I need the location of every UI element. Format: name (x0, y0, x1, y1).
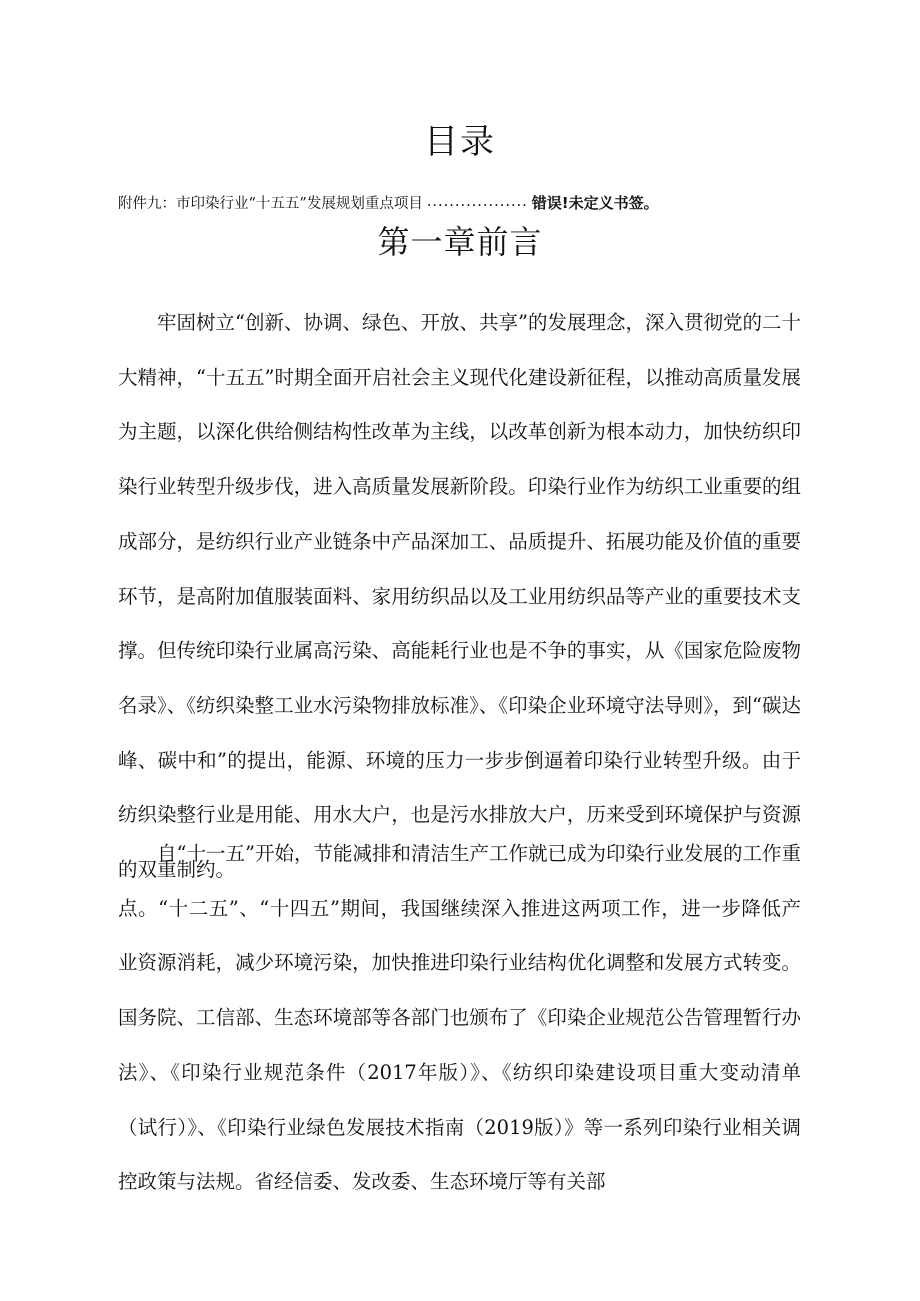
body-paragraph: 自“十一五”开始，节能减排和清洁生产工作就已成为印染行业发展的工作重点。“十二五”、“十四五”期间，我国继续深入推进这两项工作，进一步降低产业资源消耗，减少环境污染，加快推进印染行业结构优化调整和发展方式转变。国务院、工信部、生态环境部等各部门也颁布了《印染企业规范公告管理暂行办法》、《印染行业规范条件（2017年版）》、《纺织印染建设项目重大变动清单（试行）》、《印染行业绿色发展技术指南（2019版）》等一系列印染行业相关调控政策与法规。省经信委、发改委、生态环境厅等有关部 (118, 842, 801, 1194)
toc-entry-page-ref: 错误!未定义书签。 (531, 193, 659, 212)
chapter-title: 第一章前言 (377, 223, 543, 261)
body-paragraph: 牢固树立“创新、协调、绿色、开放、共享”的发展理念，深入贯彻党的二十大精神，“十五五”时期全面开启社会主义现代化建设新征程，以推动高质量发展为主题，以深化供给侧结构性改革为主线，以改革创新为根本动力，加快纺织印染行业转型升级步伐，进入高质量发展新阶段。印染行业作为纺织工业重要的组成部分，是纺织行业产业链条中产品深加工、品质提升、拓展功能及价值的重要环节，是高附加值服装面料、家用纺织品以及工业用纺织品等产业的重要技术支撑。但传统印染行业属高污染、高能耗行业也是不争的事实，从《国家危险废物名录》、《纺织染整工业水污染物排放标准》、《印染企业环境守法导则》，到“碳达峰、碳中和”的提出，能源、环境的压力一步步倒逼着印染行业转型升级。由于纺织染整行业是用能、用水大户，也是污水排放大户，历来受到环境保护与资源的双重制约。 (118, 311, 801, 882)
toc-entry[interactable] (118, 190, 818, 214)
toc-title: 目录 (424, 122, 496, 162)
toc-entry-text: 附件九：市印染行业“十五五”发展规划重点项目 (118, 195, 423, 212)
toc-entry-leader: .................. (426, 194, 528, 210)
